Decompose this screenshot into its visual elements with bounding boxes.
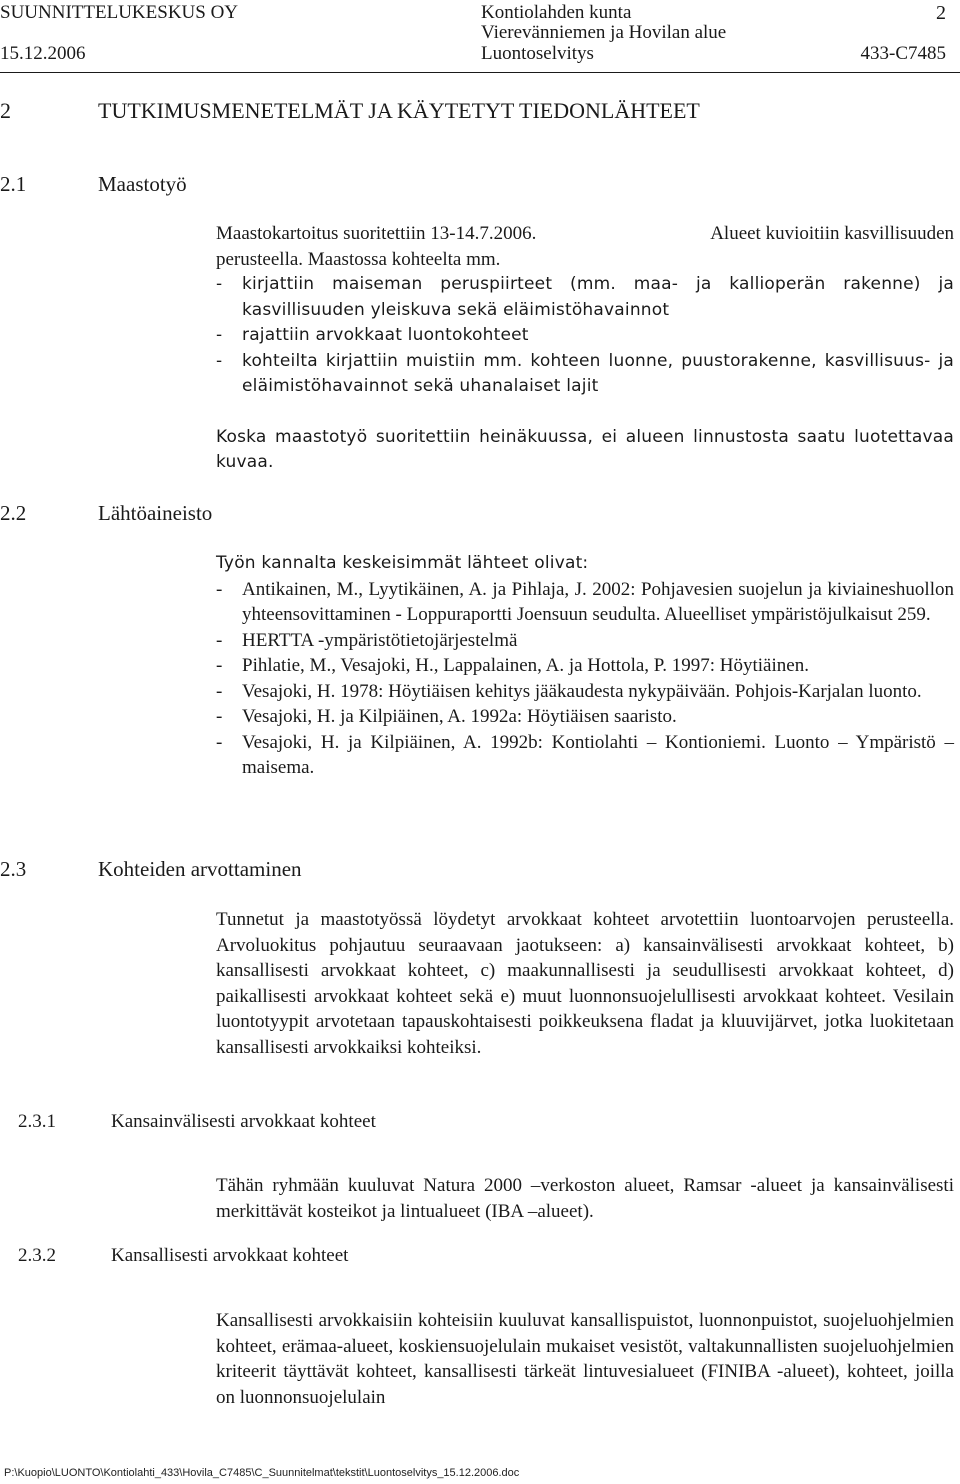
section-2-1-body (216, 221, 954, 476)
section-2-number: 2 (0, 98, 11, 123)
source-item: - Vesajoki, H. ja Kilpiäinen, A. 1992b: Kontiolahti – Kontioniemi. Luonto – Ympäristö – maisema. (216, 730, 954, 781)
section-2-1-intro-line-2: perusteella. Maastossa kohteelta mm. (216, 248, 501, 270)
section-2-3-title: Kohteiden arvottaminen (98, 857, 302, 881)
section-2-1-title: Maastotyö (98, 172, 187, 196)
section-2-2-body (216, 551, 954, 781)
section-2-1-number: 2.1 (0, 172, 27, 196)
international-paragraph: Tähän ryhmään kuuluvat Natura 2000 –verkoston alueet, Ramsar -alueet ja kansainvälisesti merkittävät kosteikot ja lintualueet (IBA –alueet). (216, 1175, 954, 1222)
header-project-code: 433-C7485 (860, 43, 946, 64)
header-date: 15.12.2006 (0, 43, 86, 64)
section-2-title: TUTKIMUSMENETELMÄT JA KÄYTETYT TIEDONLÄHTEET (98, 98, 700, 123)
source-item: - Vesajoki, H. ja Kilpiäinen, A. 1992a: Höytiäisen saaristo. (216, 704, 954, 730)
section-2-3-2-number: 2.3.2 (18, 1245, 56, 1266)
section-2-3-number: 2.3 (0, 857, 27, 881)
source-item: - Pihlatie, M., Vesajoki, H., Lappalainen, A. ja Hottola, P. 1997: Höytiäinen. (216, 653, 954, 679)
source-item: - Antikainen, M., Lyytikäinen, A. ja Pihlaja, J. 2002: Pohjavesien suojelun ja kiviaineshuollon yhteensovittaminen - Loppuraportti Joensuun seudulta. Alueelliset ympäristöjulkaisut 259. (216, 577, 954, 628)
fieldwork-bullet: - rajattiin arvokkaat luontokohteet (216, 323, 954, 349)
section-2-3-1-number: 2.3.1 (18, 1111, 56, 1132)
source-item: - Vesajoki, H. 1978: Höytiäisen kehitys jääkaudesta nykypäivään. Pohjois-Karjalan luonto. (216, 679, 954, 705)
source-item: - HERTTA -ympäristötietojärjestelmä (216, 628, 954, 654)
section-2-3-2-body (216, 1308, 954, 1410)
section-2-3-1-body (216, 1173, 954, 1224)
section-2-1-intro-line-1: Maastokartoitus suoritettiin 13-14.7.2006. Alueet kuvioitiin kasvillisuuden (216, 223, 954, 244)
header-page-number: 2 (936, 2, 946, 24)
fieldwork-bullet: - kirjattiin maiseman peruspiirteet (mm. maa- ja kallioperän rakenne) ja kasvillisuuden yleiskuva sekä eläimistöhavainnot (216, 272, 954, 323)
fieldwork-bullet: - kohteilta kirjattiin muistiin mm. kohteen luonne, puustorakenne, kasvillisuus- ja eläimistöhavainnot sekä uhanalaiset lajit (216, 349, 954, 400)
section-2-3-body (216, 907, 954, 1060)
section-2-2-number: 2.2 (0, 501, 27, 525)
section-2-3-2-title: Kansallisesti arvokkaat kohteet (111, 1245, 349, 1266)
header-report-type: Luontoselvitys (481, 43, 594, 64)
header-company: SUUNNITTELUKESKUS OY (0, 2, 239, 23)
valuation-paragraph: Tunnetut ja maastotyössä löydetyt arvokkaat kohteet arvotettiin luontoarvojen perusteella. Arvoluokitus pohjautuu seuraavaan jaotukseen: a) kansainvälisesti arvokkaat kohteet, b) kansallisesti arvokkaat kohteet, c) maakunnallisesti ja seudullisesti arvokkaat kohteet, d) paikallisesti arvokkaat kohteet sekä e) muut luonnonsuojelullisesti arvokkaat kohteet. Vesilain luontotyypit arvotetaan tapauskohtaisesti poikkeuksena fladat ja kluuvijärvet, jotka luokitetaan kansallisesti arvokkaiksi kohteiksi. (216, 909, 954, 1058)
sources-intro: Työn kannalta keskeisimmät lähteet olivat: (216, 553, 589, 573)
header-rule (0, 72, 960, 73)
header-area: Vierevänniemen ja Hovilan alue (481, 22, 727, 43)
header-municipality: Kontiolahden kunta (481, 2, 632, 23)
section-2-3-1-title: Kansainvälisesti arvokkaat kohteet (111, 1111, 376, 1132)
section-2-2-title: Lähtöaineisto (98, 501, 213, 525)
fieldwork-note: Koska maastotyö suoritettiin heinäkuussa, ei alueen linnustosta saatu luotettavaa kuvaa. (216, 426, 954, 472)
national-paragraph: Kansallisesti arvokkaisiin kohteisiin kuuluvat kansallispuistot, luonnonpuistot, suojeluohjelmien kohteet, erämaa-alueet, koskiensuojelulain mukaiset vesistöt, valtakunnallisten suojeluohjelmien kriteerit täyttävät kohteet, kansallisesti tärkeät lintuvesialueet (FINIBA -alueet), kohteet, joilla on luonnonsuojelulain (216, 1310, 954, 1408)
footer-file-path: P:\Kuopio\LUONTO\Kontiolahti_433\Hovila_C7485\C_Suunnitelmat\tekstit\Luontoselvitys_15.12.2006.doc (4, 1467, 520, 1479)
